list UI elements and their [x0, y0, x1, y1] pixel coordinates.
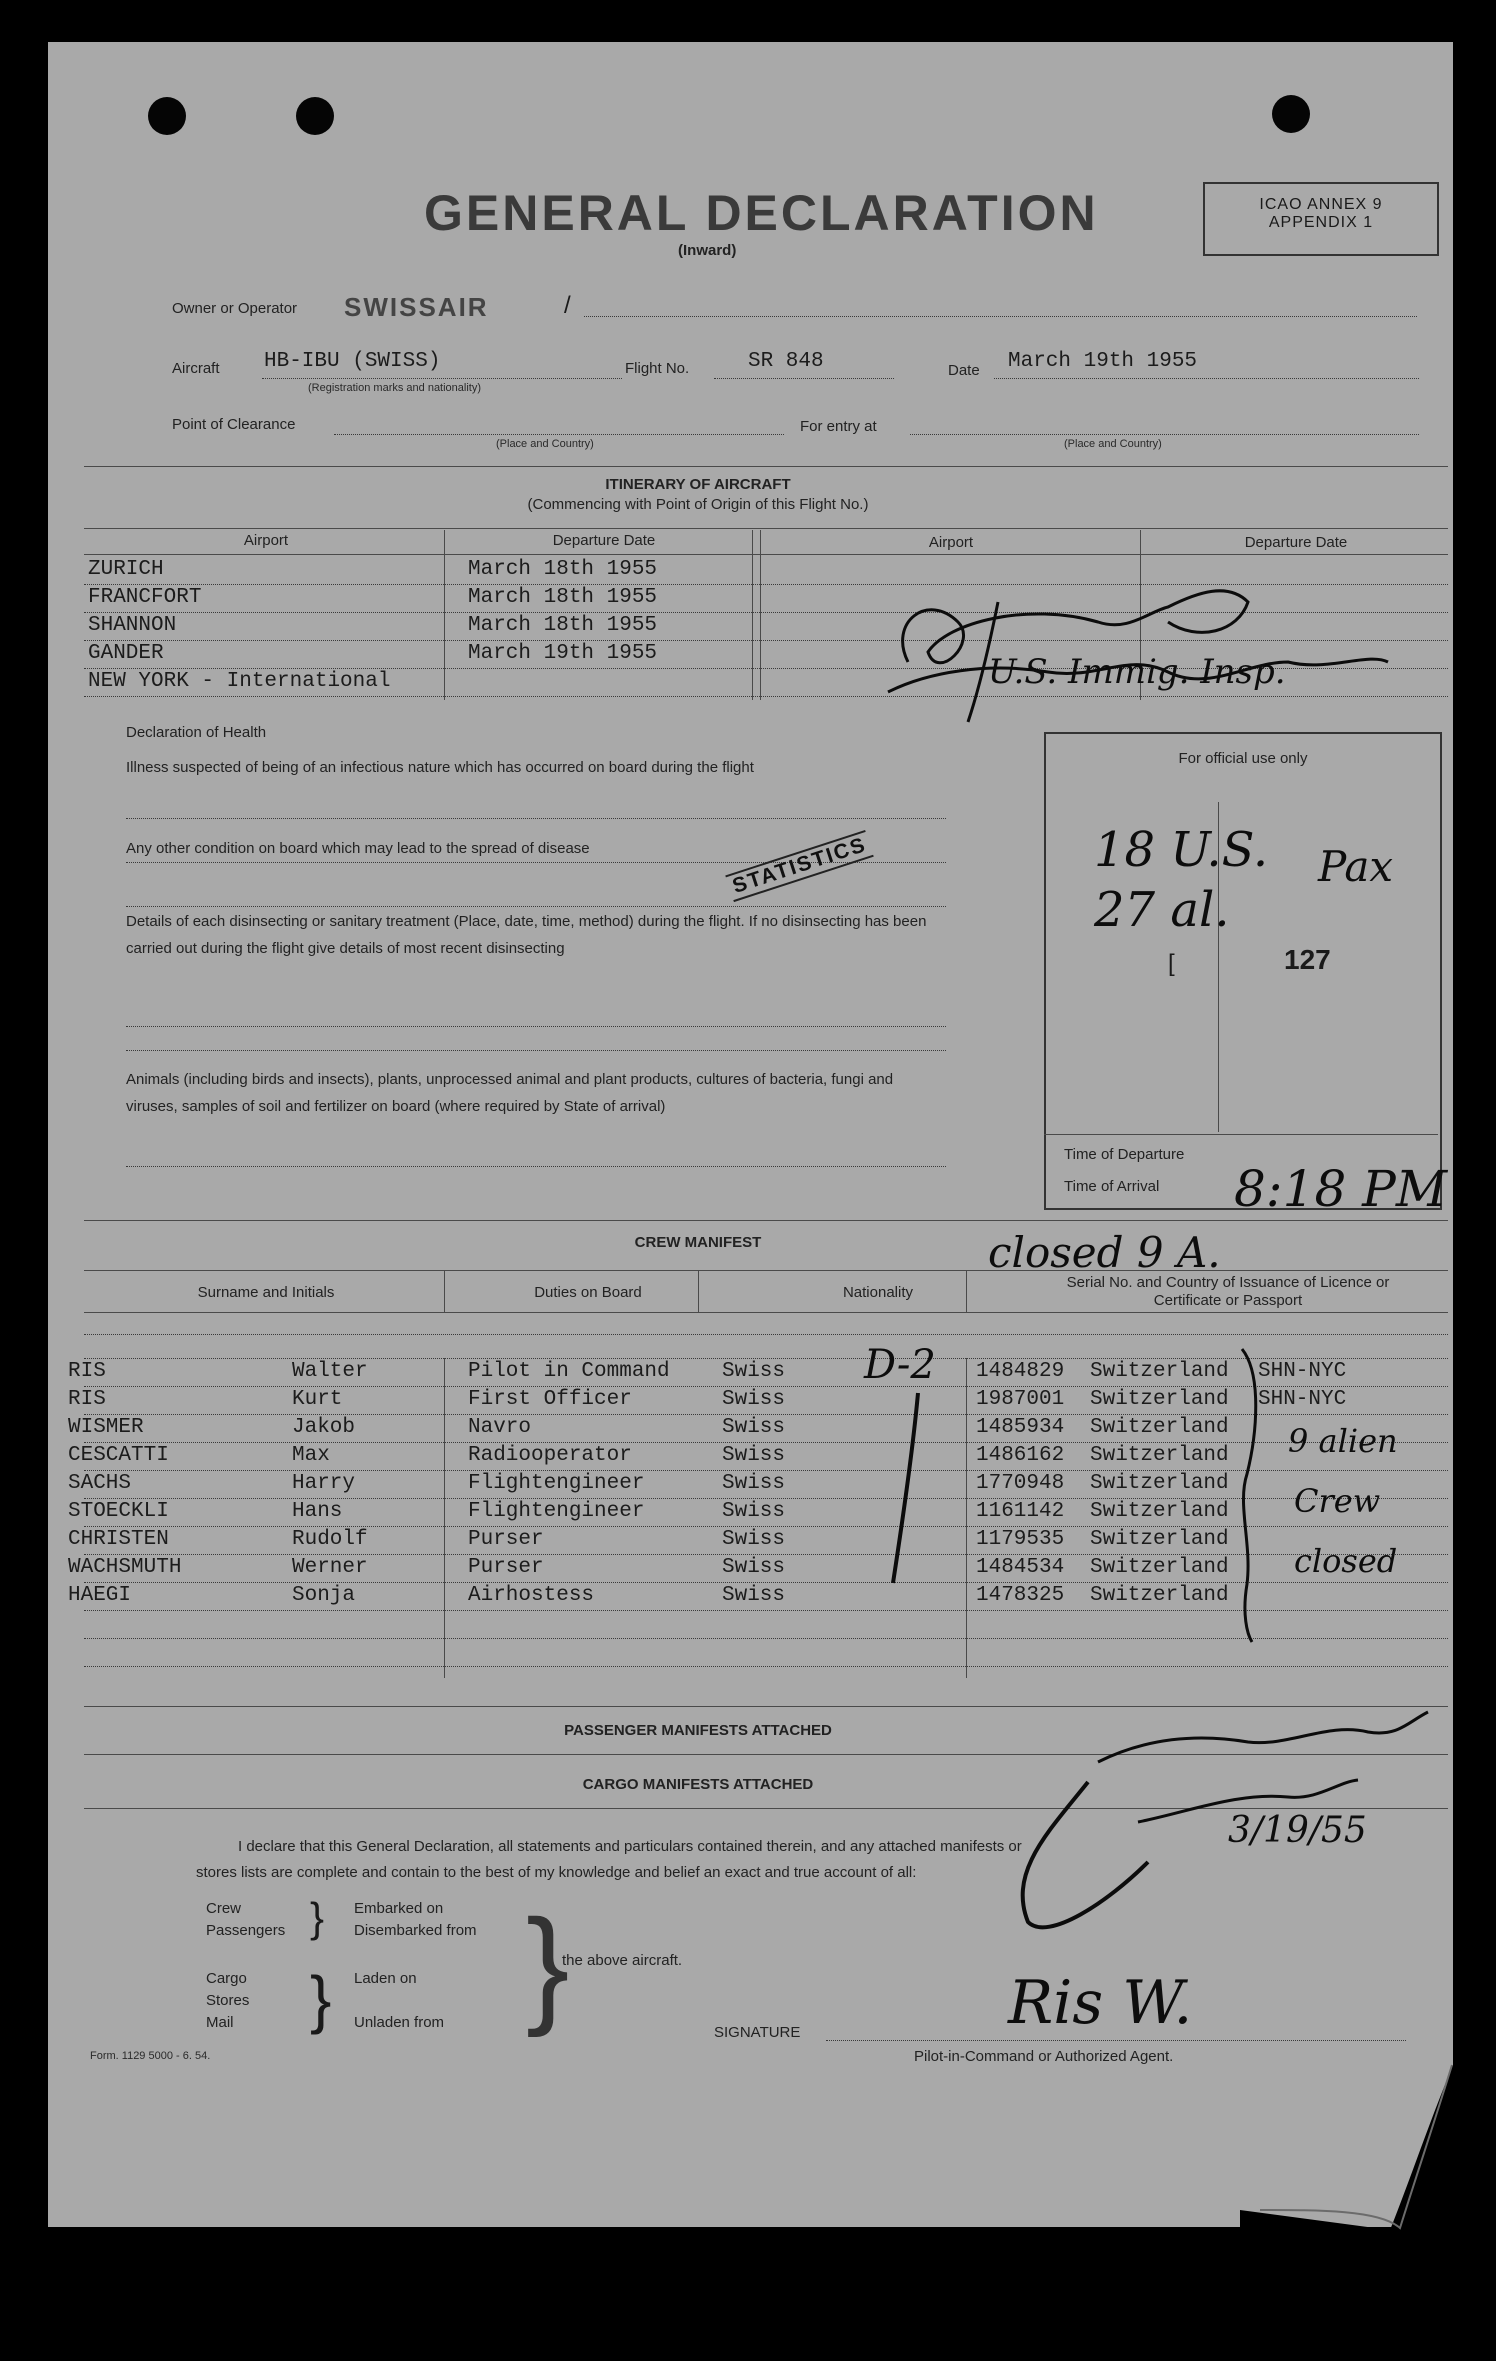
column-rule — [760, 530, 761, 700]
crew-first: Sonja — [292, 1584, 356, 1607]
crew-country: Switzerland — [1090, 1556, 1229, 1579]
signature-line — [826, 2040, 1406, 2041]
decl-laden: Laden on — [354, 1970, 417, 1987]
itinerary-date: March 18th 1955 — [468, 614, 658, 637]
health-heading: Declaration of Health — [126, 724, 267, 741]
crew-nationality: Swiss — [722, 1388, 786, 1411]
crew-col-nationality: Nationality — [842, 1284, 914, 1301]
crew-bracket-line — [878, 1388, 938, 1588]
paper-curl — [1240, 2060, 1460, 2250]
crew-note: SHN-NYC — [1258, 1360, 1347, 1383]
crew-serial: 1161142 — [976, 1500, 1065, 1523]
brace: } — [310, 1894, 325, 1941]
owner-slash: / — [564, 292, 571, 319]
itinerary-airport: SHANNON — [88, 614, 177, 637]
crew-serial: 1484534 — [976, 1556, 1065, 1579]
crew-country: Switzerland — [1090, 1388, 1229, 1411]
decl-cargo: Cargo — [206, 1970, 247, 1987]
pilot-signature: Ris W. — [1008, 1968, 1193, 2038]
crew-country: Switzerland — [1090, 1528, 1229, 1551]
row-rule — [126, 906, 946, 907]
entry-line — [910, 434, 1419, 435]
itinerary-date: March 19th 1955 — [468, 642, 658, 665]
document-subtitle: (Inward) — [678, 242, 737, 259]
owner-line — [584, 316, 1417, 317]
entry-label: For entry at — [800, 418, 877, 435]
column-rule — [698, 1270, 699, 1312]
column-rule — [444, 1270, 445, 1312]
official-hand-1: 18 U.S. — [1094, 822, 1269, 878]
declaration-line2: stores lists are complete and contain to the best of my knowledge and belief an exact and true account of all: — [196, 1864, 917, 1881]
itinerary-airport: GANDER — [88, 642, 164, 665]
itinerary-col-airport: Airport — [243, 532, 289, 549]
rule — [84, 466, 1448, 467]
itinerary-date: March 18th 1955 — [468, 558, 658, 581]
column-rule — [966, 1270, 967, 1312]
d2-mark: D-2 — [864, 1342, 936, 1388]
crew-duty: First Officer — [468, 1388, 632, 1411]
closed-mark: closed 9 A. — [988, 1228, 1221, 1277]
health-other: Any other condition on board which may lead to the spread of disease — [126, 840, 590, 857]
itinerary-date: March 18th 1955 — [468, 586, 658, 609]
date-value: March 19th 1955 — [1008, 350, 1198, 373]
aircraft-note: (Registration marks and nationality) — [308, 382, 482, 394]
flight-value: SR 848 — [748, 350, 824, 373]
flight-label: Flight No. — [625, 360, 690, 377]
itinerary-airport: ZURICH — [88, 558, 164, 581]
crew-duty: Flightengineer — [468, 1500, 645, 1523]
row-rule — [126, 818, 946, 819]
decl-passengers: Passengers — [206, 1922, 286, 1939]
date-line — [994, 378, 1419, 379]
decl-mail: Mail — [206, 2014, 234, 2031]
clearance-label: Point of Clearance — [172, 416, 296, 433]
document-title: GENERAL DECLARATION — [424, 185, 1099, 241]
crew-first: Werner — [292, 1556, 368, 1579]
owner-value: SWISSAIR — [344, 292, 489, 322]
document-page — [48, 42, 1453, 2227]
health-illness: Illness suspected of being of an infectious nature which has occurred on board during the flight — [126, 759, 754, 776]
crew-nationality: Swiss — [722, 1584, 786, 1607]
crew-surname: SACHS — [68, 1472, 132, 1495]
flight-line — [714, 378, 894, 379]
crew-first: Jakob — [292, 1416, 356, 1439]
crew-nationality: Swiss — [722, 1556, 786, 1579]
decl-above: the above aircraft. — [562, 1952, 683, 1969]
crew-serial: 1478325 — [976, 1584, 1065, 1607]
date-label: Date — [948, 362, 980, 379]
rule — [84, 1312, 1448, 1313]
crew-nationality: Swiss — [722, 1444, 786, 1467]
clearance-line — [334, 434, 784, 435]
annex-box — [1203, 182, 1439, 256]
clearance-note: (Place and Country) — [496, 438, 594, 450]
column-rule — [444, 530, 445, 700]
crew-col-duties: Duties on Board — [534, 1284, 642, 1301]
rule — [1044, 1134, 1438, 1135]
crew-surname: WISMER — [68, 1416, 144, 1439]
crew-duty: Purser — [468, 1556, 544, 1579]
itinerary-heading: ITINERARY OF AIRCRAFT — [605, 476, 791, 493]
entry-note: (Place and Country) — [1064, 438, 1162, 450]
official-use-box — [1044, 732, 1442, 1210]
itinerary-subheading: (Commencing with Point of Origin of this Flight No.) — [527, 496, 869, 513]
rule — [84, 528, 1448, 529]
official-number: 127 — [1284, 944, 1331, 975]
official-hand-time: 8:18 PM — [1234, 1160, 1448, 1218]
immigration-title-text: U.S. Immig. Insp. — [988, 652, 1286, 692]
row-rule — [126, 1166, 946, 1167]
crew-mark: Crew — [1294, 1482, 1381, 1520]
crew-duty: Purser — [468, 1528, 544, 1551]
aircraft-label: Aircraft — [172, 360, 220, 377]
itinerary-col-departure2: Departure Date — [1244, 534, 1348, 551]
crew-col-licence: Serial No. and Country of Issuance of Licence or Certificate or Passport — [1066, 1274, 1390, 1309]
crew-brace — [1222, 1344, 1282, 1644]
crew-serial: 1486162 — [976, 1444, 1065, 1467]
pilot-label: Pilot-in-Command or Authorized Agent. — [914, 2048, 1174, 2065]
official-hand-2: 27 al. — [1094, 882, 1230, 938]
closed2-mark: closed — [1294, 1542, 1398, 1580]
crew-serial: 1484829 — [976, 1360, 1065, 1383]
crew-first: Max — [292, 1444, 330, 1467]
crew-nationality: Swiss — [722, 1472, 786, 1495]
itinerary-airport: FRANCFORT — [88, 586, 202, 609]
crew-first: Rudolf — [292, 1528, 368, 1551]
health-disinsecting: Details of each disinsecting or sanitary treatment (Place, date, time, method) during the flight. If no disinsecting has been carried out during the flight give details of most recent disinsecting — [126, 913, 927, 957]
official-heading: For official use only — [1178, 750, 1308, 767]
official-mark: [ — [1168, 950, 1175, 977]
crew-duty: Airhostess — [468, 1584, 595, 1607]
nine-alien-mark: 9 alien — [1288, 1422, 1398, 1460]
decl-embarked: Embarked on — [354, 1900, 444, 1917]
punch-hole — [1272, 95, 1310, 133]
crew-surname: CHRISTEN — [68, 1528, 169, 1551]
official-hand-pax: Pax — [1318, 842, 1394, 891]
crew-nationality: Swiss — [722, 1416, 786, 1439]
crew-surname: RIS — [68, 1360, 106, 1383]
row-rule — [126, 1026, 946, 1027]
decl-stores: Stores — [206, 1992, 250, 2009]
decl-crew: Crew — [206, 1900, 242, 1917]
crew-serial: 1770948 — [976, 1472, 1065, 1495]
row-rule — [84, 1334, 1448, 1335]
crew-first: Kurt — [292, 1388, 343, 1411]
owner-label: Owner or Operator — [172, 300, 298, 317]
crew-country: Switzerland — [1090, 1360, 1229, 1383]
crew-serial: 1485934 — [976, 1416, 1065, 1439]
date-mark: 3/19/55 — [1228, 1810, 1367, 1851]
signature-label: SIGNATURE — [714, 2024, 801, 2041]
crew-country: Switzerland — [1090, 1500, 1229, 1523]
aircraft-value: HB-IBU (SWISS) — [264, 350, 441, 373]
crew-duty: Radiooperator — [468, 1444, 632, 1467]
crew-nationality: Swiss — [722, 1360, 786, 1383]
decl-unladen: Unladen from — [354, 2014, 445, 2031]
time-departure-label: Time of Departure — [1064, 1146, 1185, 1163]
decl-disembarked: Disembarked from — [354, 1922, 477, 1939]
annex-line1: ICAO ANNEX 9 — [1259, 196, 1383, 213]
crew-surname: CESCATTI — [68, 1444, 169, 1467]
crew-duty: Navro — [468, 1416, 532, 1439]
crew-country: Switzerland — [1090, 1416, 1229, 1439]
brace: } — [526, 1892, 570, 2038]
passenger-manifests: PASSENGER MANIFESTS ATTACHED — [564, 1722, 832, 1739]
crew-duty: Pilot in Command — [468, 1360, 670, 1383]
crew-nationality: Swiss — [722, 1500, 786, 1523]
crew-surname: STOECKLI — [68, 1500, 169, 1523]
row-rule — [126, 1050, 946, 1051]
crew-first: Walter — [292, 1360, 368, 1383]
crew-first: Hans — [292, 1500, 343, 1523]
cargo-manifests: CARGO MANIFESTS ATTACHED — [582, 1776, 814, 1793]
row-rule — [84, 1666, 1448, 1667]
crew-country: Switzerland — [1090, 1472, 1229, 1495]
crew-serial: 1987001 — [976, 1388, 1065, 1411]
crew-first: Harry — [292, 1472, 356, 1495]
crew-note: SHN-NYC — [1258, 1388, 1347, 1411]
brace: } — [310, 1963, 332, 2035]
itinerary-col-departure: Departure Date — [552, 532, 656, 549]
health-animals: Animals (including birds and insects), plants, unprocessed animal and plant products, cultures of bacteria, fungi and viruses, samples of soil and fertilizer on board (where required by State of arrival) — [126, 1071, 894, 1115]
itinerary-col-airport2: Airport — [928, 534, 974, 551]
declaration-line1: I declare that this General Declaration, all statements and particulars contained therein, and any attached manifests or — [238, 1838, 1022, 1855]
crew-col-name: Surname and Initials — [197, 1284, 335, 1301]
annex-line2: APPENDIX 1 — [1268, 214, 1374, 231]
crew-surname: RIS — [68, 1388, 106, 1411]
crew-nationality: Swiss — [722, 1528, 786, 1551]
form-number: Form. 1129 5000 - 6. 54. — [90, 2050, 211, 2062]
itinerary-airport: NEW YORK - International — [88, 670, 391, 693]
crew-heading: CREW MANIFEST — [634, 1234, 762, 1251]
punch-hole — [148, 97, 186, 135]
crew-surname: HAEGI — [68, 1584, 132, 1607]
rule — [84, 1220, 1448, 1221]
rule — [84, 1270, 1448, 1271]
crew-duty: Flightengineer — [468, 1472, 645, 1495]
crew-surname: WACHSMUTH — [68, 1556, 182, 1579]
crew-country: Switzerland — [1090, 1444, 1229, 1467]
punch-hole — [296, 97, 334, 135]
crew-country: Switzerland — [1090, 1584, 1229, 1607]
rule — [84, 554, 1448, 555]
crew-serial: 1179535 — [976, 1528, 1065, 1551]
column-rule — [752, 530, 753, 700]
time-arrival-label: Time of Arrival — [1064, 1178, 1160, 1195]
aircraft-line — [262, 378, 622, 379]
statistics-stamp: STATISTICS — [725, 830, 874, 902]
